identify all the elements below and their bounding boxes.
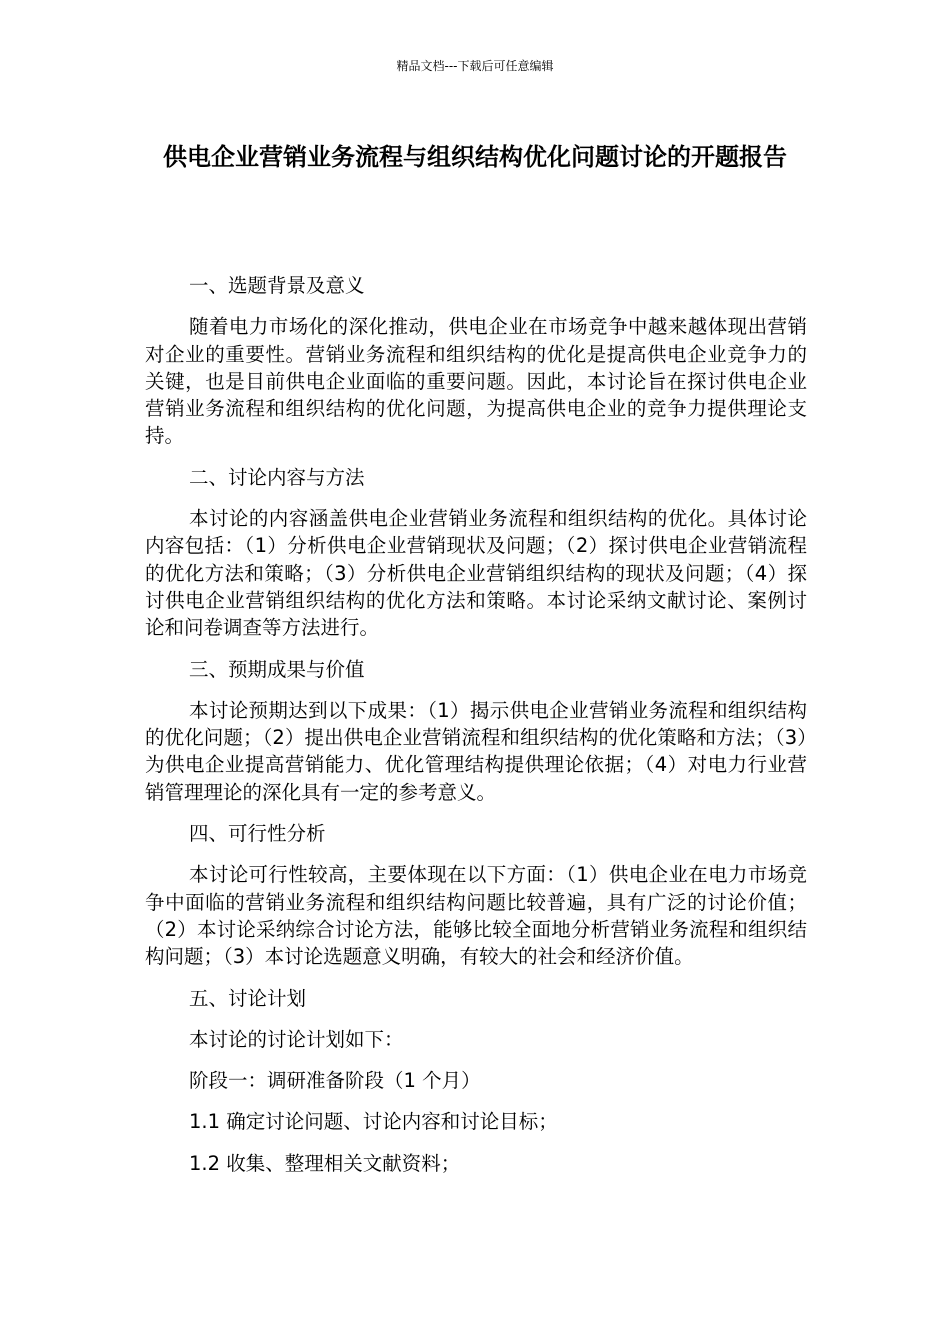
plan-intro: 本讨论的讨论计划如下： (189, 1027, 404, 1051)
section-paragraph-content-method: 本讨论的内容涵盖供电企业营销业务流程和组织结构的优化。具体讨论内容包括：（1）分析供电企业营销现状及问题；（2）探讨供电企业营销流程的优化方法和策略；（3）分析供电企业营销组织结构的现状及问题；（4）探讨供电企业营销组织结构的优化方法和策略。本讨论采纳文献讨论、案例讨论和问卷调查等方法进行。 (145, 507, 807, 640)
section-paragraph-background: 随着电力市场化的深化推动，供电企业在市场竞争中越来越体现出营销对企业的重要性。营销业务流程和组织结构的优化是提高供电企业竞争力的关键，也是目前供电企业面临的重要问题。因此，本讨论旨在探讨供电企业营销业务流程和组织结构的优化问题，为提高供电企业的竞争力提供理论支持。 (145, 315, 807, 448)
section-heading-background: 一、选题背景及意义 (189, 274, 365, 297)
plan-stage-one: 阶段一：调研准备阶段（1 个月） (189, 1069, 481, 1093)
section-heading-expected-results: 三、预期成果与价值 (189, 657, 365, 681)
plan-item: 1.1 确定讨论问题、讨论内容和讨论目标； (189, 1110, 558, 1134)
plan-item: 1.2 收集、整理相关文献资料； (189, 1151, 461, 1175)
page-header-note: 精品文档---下载后可任意编辑 (396, 59, 554, 73)
section-paragraph-feasibility: 本讨论可行性较高，主要体现在以下方面：（1）供电企业在电力市场竞争中面临的营销业务流程和组织结构问题比较普遍，具有广泛的讨论价值；（2）本讨论采纳综合讨论方法，能够比较全面地分析营销业务流程和组织结构问题；（3）本讨论选题意义明确，有较大的社会和经济价值。 (145, 863, 807, 969)
section-paragraph-expected-results: 本讨论预期达到以下成果：（1）揭示供电企业营销业务流程和组织结构的优化问题；（2）提出供电企业营销流程和组织结构的优化策略和方法；（3）为供电企业提高营销能力、优化管理结构提供理论依据；（4）对电力行业营销管理理论的深化具有一定的参考意义。 (145, 698, 807, 804)
document-body (145, 272, 807, 1191)
section-heading-content-method: 二、讨论内容与方法 (189, 465, 365, 489)
section-heading-feasibility: 四、可行性分析 (189, 822, 326, 846)
section-heading-plan: 五、讨论计划 (189, 986, 307, 1010)
document-title: 供电企业营销业务流程与组织结构优化问题讨论的开题报告 (163, 143, 787, 171)
